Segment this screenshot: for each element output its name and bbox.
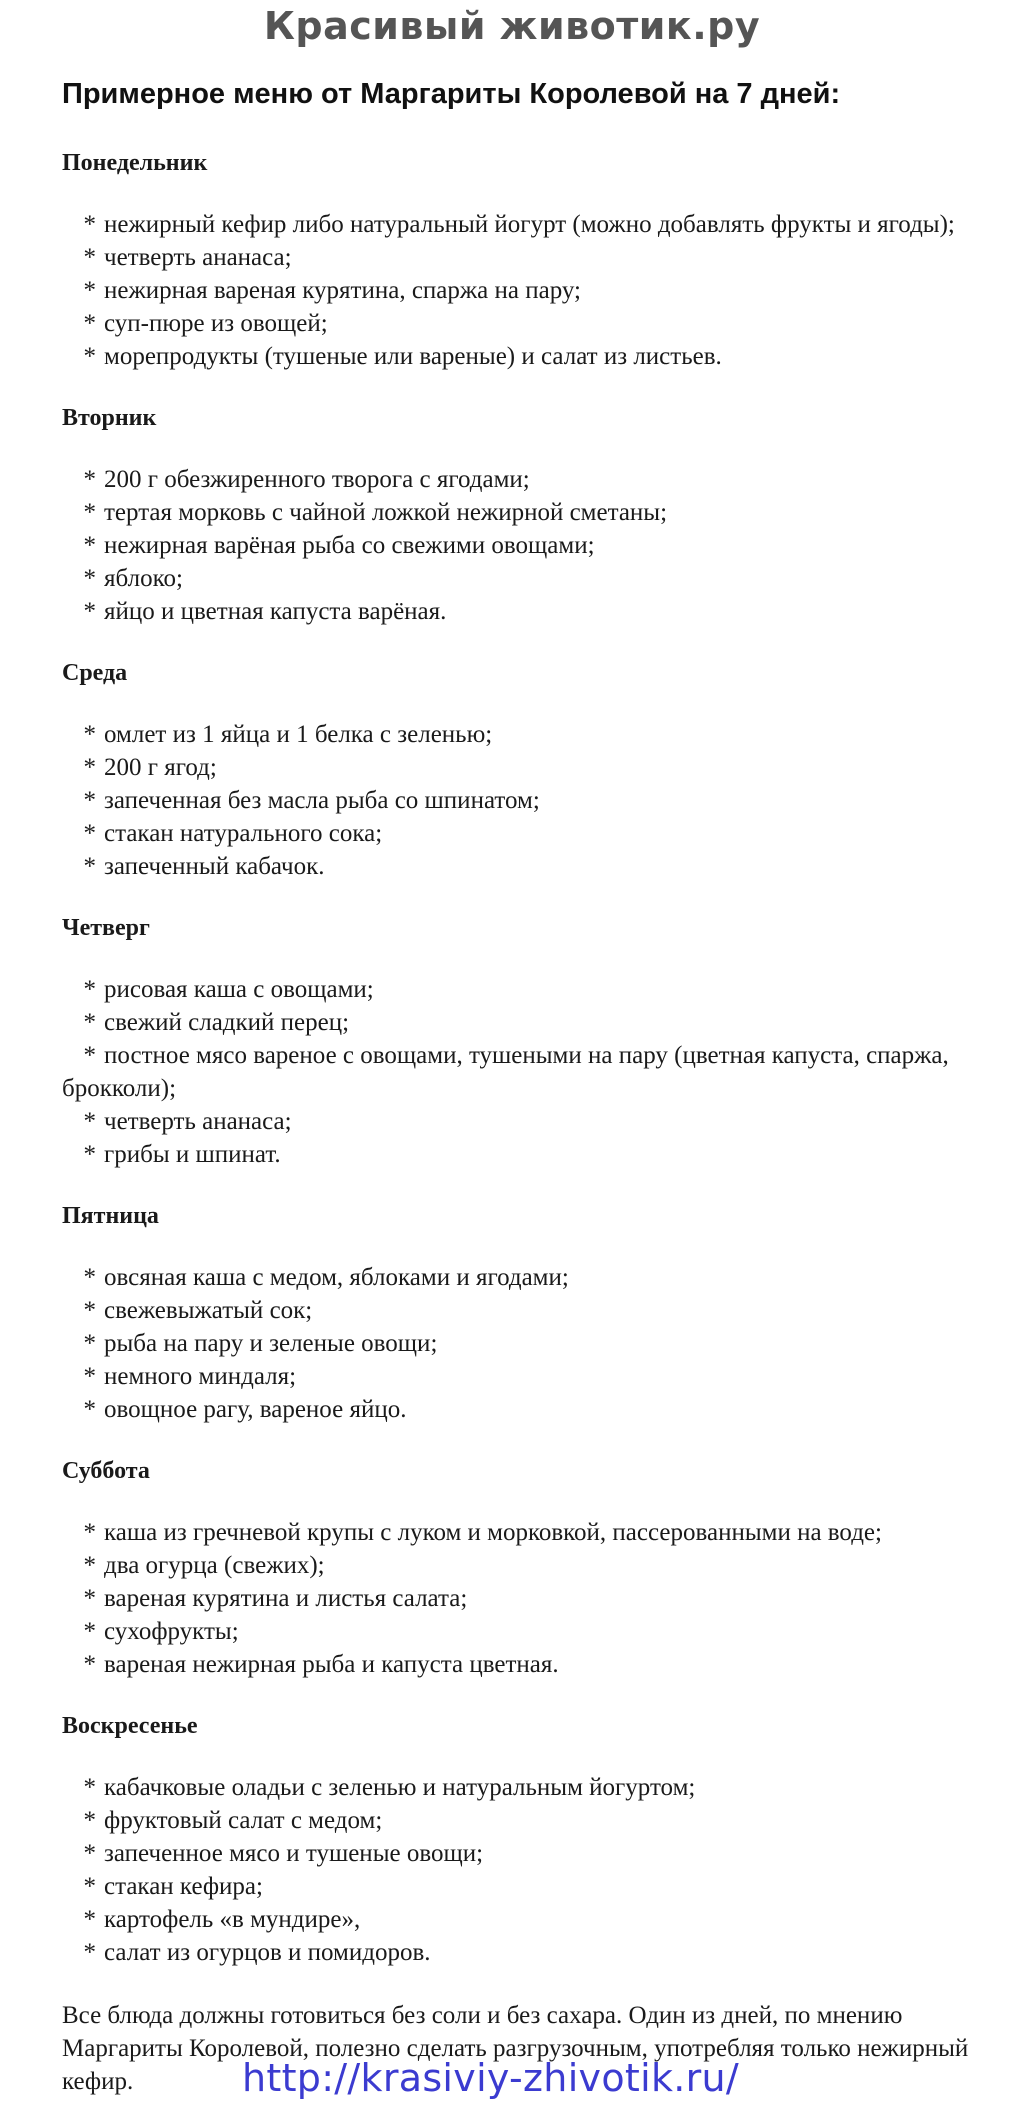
meal-item: [62, 1294, 982, 1327]
day-heading: Четверг: [62, 915, 150, 941]
meal-item-text: овощное рагу, вареное яйцо.: [104, 1396, 407, 1423]
meal-item-text: стакан кефира;: [104, 1873, 263, 1900]
meal-item: [62, 1648, 982, 1681]
meal-item: [62, 850, 982, 883]
meal-item: [62, 1360, 982, 1393]
meal-item: [62, 529, 982, 562]
meal-item-text: немного миндаля;: [104, 1363, 297, 1390]
meal-item: [62, 496, 982, 529]
bullet-mark: *: [83, 1807, 96, 1834]
bullet-mark: *: [83, 1585, 96, 1612]
meal-item: [62, 274, 982, 307]
meal-item-text: постное мясо вареное с овощами, тушеными на пару (цветная капуста, спаржа, брокколи);: [62, 1042, 949, 1102]
bullet-mark: *: [83, 532, 96, 559]
meal-item-text: нежирная вареная курятина, спаржа на пару;: [104, 277, 581, 304]
day-monday: [62, 148, 982, 373]
meal-item-text: 200 г обезжиренного творога с ягодами;: [104, 466, 530, 493]
day-thursday: [62, 913, 982, 1171]
meal-item-text: яблоко;: [104, 565, 183, 592]
day-tuesday: [62, 403, 982, 628]
meal-list: [62, 463, 982, 628]
bullet-mark: *: [83, 1618, 96, 1645]
meal-item-text: вареная курятина и листья салата;: [104, 1585, 468, 1612]
meal-item-text: овсяная каша с медом, яблоками и ягодами;: [104, 1264, 569, 1291]
bullet-mark: *: [83, 1264, 96, 1291]
meal-list: [62, 1261, 982, 1426]
day-saturday: [62, 1456, 982, 1681]
meal-item: [62, 1936, 982, 1969]
bullet-mark: *: [83, 1042, 96, 1069]
meal-item-text: четверть ананаса;: [104, 1108, 292, 1135]
menu-content: [62, 148, 982, 2098]
meal-item: [62, 1039, 982, 1105]
meal-item-text: свежевыжатый сок;: [104, 1297, 313, 1324]
bullet-mark: *: [83, 1330, 96, 1357]
meal-item-text: суп-пюре из овощей;: [104, 310, 328, 337]
meal-item: [62, 1804, 982, 1837]
meal-item: [62, 1105, 982, 1138]
meal-item-text: фруктовый салат с медом;: [104, 1807, 383, 1834]
meal-item: [62, 463, 982, 496]
meal-item-text: запеченный кабачок.: [104, 853, 325, 880]
bullet-mark: *: [83, 1363, 96, 1390]
meal-item: [62, 1549, 982, 1582]
bullet-mark: *: [83, 211, 96, 238]
bullet-mark: *: [83, 1840, 96, 1867]
meal-item: [62, 307, 982, 340]
day-heading: Суббота: [62, 1458, 150, 1484]
meal-item: [62, 718, 982, 751]
meal-item-text: картофель «в мундире»,: [104, 1906, 361, 1933]
bullet-mark: *: [83, 466, 96, 493]
meal-item: [62, 1903, 982, 1936]
site-name: Красивый животик.ру: [263, 4, 761, 48]
footer-note: Все блюда должны готовиться без соли и без сахара. Один из дней, по мнению Маргариты Королевой, полезно сделать разгрузочным, употребляя только нежирный кефир.: [62, 2002, 969, 2095]
bullet-mark: *: [83, 1141, 96, 1168]
day-heading: Пятница: [62, 1203, 159, 1229]
day-friday: [62, 1201, 982, 1426]
bullet-mark: *: [83, 1774, 96, 1801]
bullet-mark: *: [83, 244, 96, 271]
meal-list: [62, 718, 982, 883]
page-title: Примерное меню от Маргариты Королевой на 7 дней:: [62, 78, 841, 110]
meal-item: [62, 340, 982, 373]
meal-item-text: запеченная без масла рыба со шпинатом;: [104, 787, 540, 814]
day-heading: Воскресенье: [62, 1713, 198, 1739]
meal-item: [62, 1582, 982, 1615]
watermark-url: http://krasiviy-zhivotik.ru/: [242, 2056, 740, 2100]
meal-item-text: запеченное мясо и тушеные овощи;: [104, 1840, 484, 1867]
meal-item-text: нежирный кефир либо натуральный йогурт (можно добавлять фрукты и ягоды);: [104, 211, 955, 238]
bullet-mark: *: [83, 1939, 96, 1966]
meal-item-text: омлет из 1 яйца и 1 белка с зеленью;: [104, 721, 493, 748]
meal-item: [62, 1261, 982, 1294]
bullet-mark: *: [83, 721, 96, 748]
meal-item: [62, 1837, 982, 1870]
bullet-mark: *: [83, 343, 96, 370]
meal-item-text: кабачковые оладьи с зеленью и натуральным йогуртом;: [104, 1774, 696, 1801]
meal-item: [62, 817, 982, 850]
meal-list: [62, 1771, 982, 1969]
bullet-mark: *: [83, 1552, 96, 1579]
bullet-mark: *: [83, 1009, 96, 1036]
day-sunday: [62, 1711, 982, 1969]
meal-item-text: нежирная варёная рыба со свежими овощами;: [104, 532, 595, 559]
bullet-mark: *: [83, 310, 96, 337]
meal-item: [62, 1516, 982, 1549]
meal-item: [62, 562, 982, 595]
meal-item-text: тертая морковь с чайной ложкой нежирной сметаны;: [104, 499, 668, 526]
meal-item-text: морепродукты (тушеные или вареные) и салат из листьев.: [104, 343, 722, 370]
day-heading: Среда: [62, 660, 128, 686]
bullet-mark: *: [83, 754, 96, 781]
meal-item-text: рисовая каша с овощами;: [104, 976, 374, 1003]
meal-list: [62, 208, 982, 373]
meal-item-text: стакан натурального сока;: [104, 820, 383, 847]
meal-item: [62, 1138, 982, 1171]
bullet-mark: *: [83, 277, 96, 304]
meal-item: [62, 595, 982, 628]
meal-item-text: грибы и шпинат.: [104, 1141, 281, 1168]
meal-item: [62, 241, 982, 274]
meal-item: [62, 784, 982, 817]
bullet-mark: *: [83, 1108, 96, 1135]
bullet-mark: *: [83, 976, 96, 1003]
meal-item: [62, 208, 982, 241]
meal-item: [62, 973, 982, 1006]
meal-item: [62, 1327, 982, 1360]
meal-item: [62, 1771, 982, 1804]
meal-list: [62, 973, 982, 1171]
meal-item: [62, 1006, 982, 1039]
meal-item-text: четверть ананаса;: [104, 244, 292, 271]
meal-item: [62, 1393, 982, 1426]
bullet-mark: *: [83, 1519, 96, 1546]
bullet-mark: *: [83, 1906, 96, 1933]
meal-list: [62, 1516, 982, 1681]
bullet-mark: *: [83, 1873, 96, 1900]
day-heading: Вторник: [62, 405, 157, 431]
bullet-mark: *: [83, 787, 96, 814]
bullet-mark: *: [83, 820, 96, 847]
meal-item-text: два огурца (свежих);: [104, 1552, 325, 1579]
bullet-mark: *: [83, 1396, 96, 1423]
meal-item: [62, 1870, 982, 1903]
bullet-mark: *: [83, 499, 96, 526]
bullet-mark: *: [83, 1297, 96, 1324]
meal-item-text: салат из огурцов и помидоров.: [104, 1939, 431, 1966]
meal-item: [62, 1615, 982, 1648]
meal-item-text: свежий сладкий перец;: [104, 1009, 350, 1036]
meal-item-text: сухофрукты;: [104, 1618, 239, 1645]
bullet-mark: *: [83, 1651, 96, 1678]
meal-item-text: яйцо и цветная капуста варёная.: [104, 598, 447, 625]
day-wednesday: [62, 658, 982, 883]
meal-item-text: каша из гречневой крупы с луком и морковкой, пассерованными на воде;: [104, 1519, 882, 1546]
meal-item: [62, 751, 982, 784]
bullet-mark: *: [83, 598, 96, 625]
day-heading: Понедельник: [62, 150, 208, 176]
bullet-mark: *: [83, 565, 96, 592]
bullet-mark: *: [83, 853, 96, 880]
meal-item-text: рыба на пару и зеленые овощи;: [104, 1330, 438, 1357]
meal-item-text: вареная нежирная рыба и капуста цветная.: [104, 1651, 559, 1678]
meal-item-text: 200 г ягод;: [104, 754, 217, 781]
